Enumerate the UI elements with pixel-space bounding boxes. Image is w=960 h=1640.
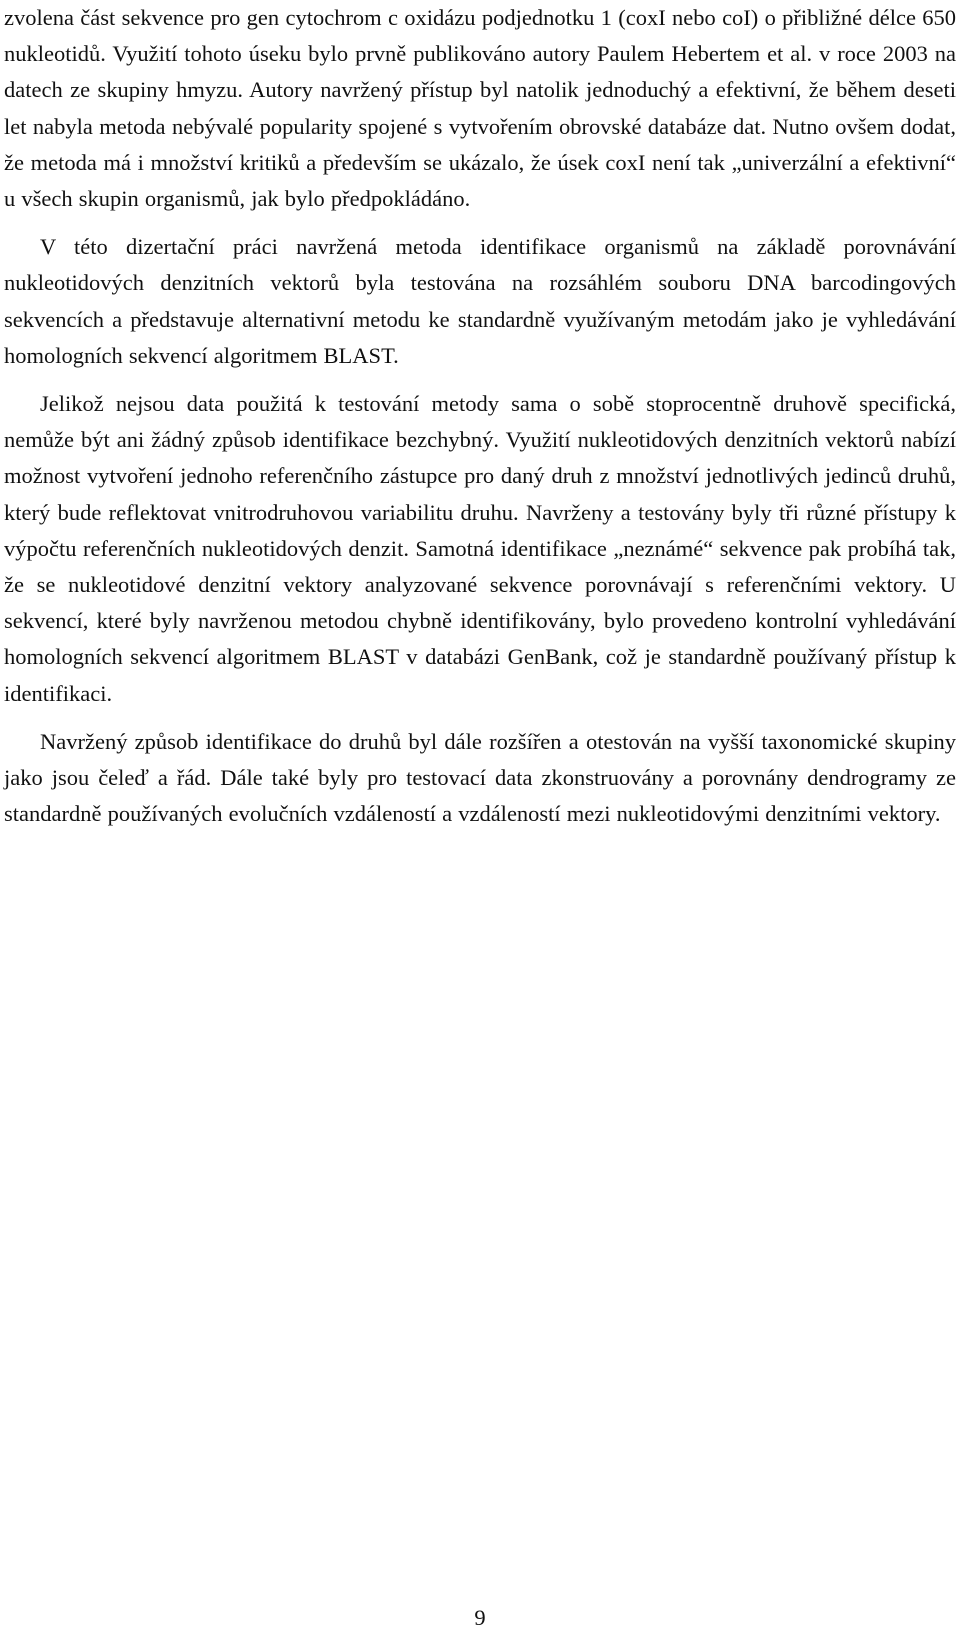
paragraph-3: Jelikož nejsou data použitá k testování metody sama o sobě stoprocentně druhově specifická, nemůže být ani žádný způsob identifikace bezchybný. Využití nukleotidových denzitních vektorů nabízí možnost vytvoření jednoho referenčního zástupce pro daný druh z množství jednotlivých jedinců druhů, který bude reflektovat vnitrodruhovou variabilitu druhu. Navrženy a testovány byly tři různé přístupy k výpočtu referenčních nukleotidových denzit. Samotná identifikace „neznámé“ sekvence pak probíhá tak, že se nukleotidové denzitní vektory analyzované sekvence porovnávají s referenčními vektory. U sekvencí, které byly navrženou metodou chybně identifikovány, bylo provedeno kontrolní vyhledávání homologních sekvencí algoritmem BLAST v databázi GenBank, což je standardně používaný přístup k identifikaci. <box>4 391 956 706</box>
page-number: 9 <box>474 1605 486 1630</box>
paragraph-1: zvolena část sekvence pro gen cytochrom c oxidázu podjednotku 1 (coxI nebo coI) o přibližné délce 650 nukleotidů. Využití tohoto úseku bylo prvně publikováno autory Paulem Hebertem et al. v roce 2003 na datech ze skupiny hmyzu. Autory navržený přístup byl natolik jednoduchý a efektivní, že během deseti let nabyla metoda nebývalé popularity spojené s vytvořením obrovské databáze dat. Nutno ovšem dodat, že metoda má i množství kritiků a především se ukázalo, že úsek coxI není tak „univerzální a efektivní“ u všech skupin organismů, jak bylo předpokládáno. <box>4 5 956 212</box>
paragraph-4: Navržený způsob identifikace do druhů byl dále rozšířen a otestován na vyšší taxonomické skupiny jako jsou čeleď a řád. Dále také byly pro testovací data zkonstruovány a porovnány dendrogramy ze standardně používaných evolučních vzdáleností a vzdáleností mezi nukleotidovými denzitními vektory. <box>4 728 956 827</box>
body-text <box>4 0 956 832</box>
paragraph-2: V této dizertační práci navržená metoda identifikace organismů na základě porovnávání nukleotidových denzitních vektorů byla testována na rozsáhlém souboru DNA barcodingových sekvencích a představuje alternativní metodu ke standardně využívaným metodám jako je vyhledávání homologních sekvencí algoritmem BLAST. <box>4 234 956 368</box>
document-page <box>4 0 956 1640</box>
